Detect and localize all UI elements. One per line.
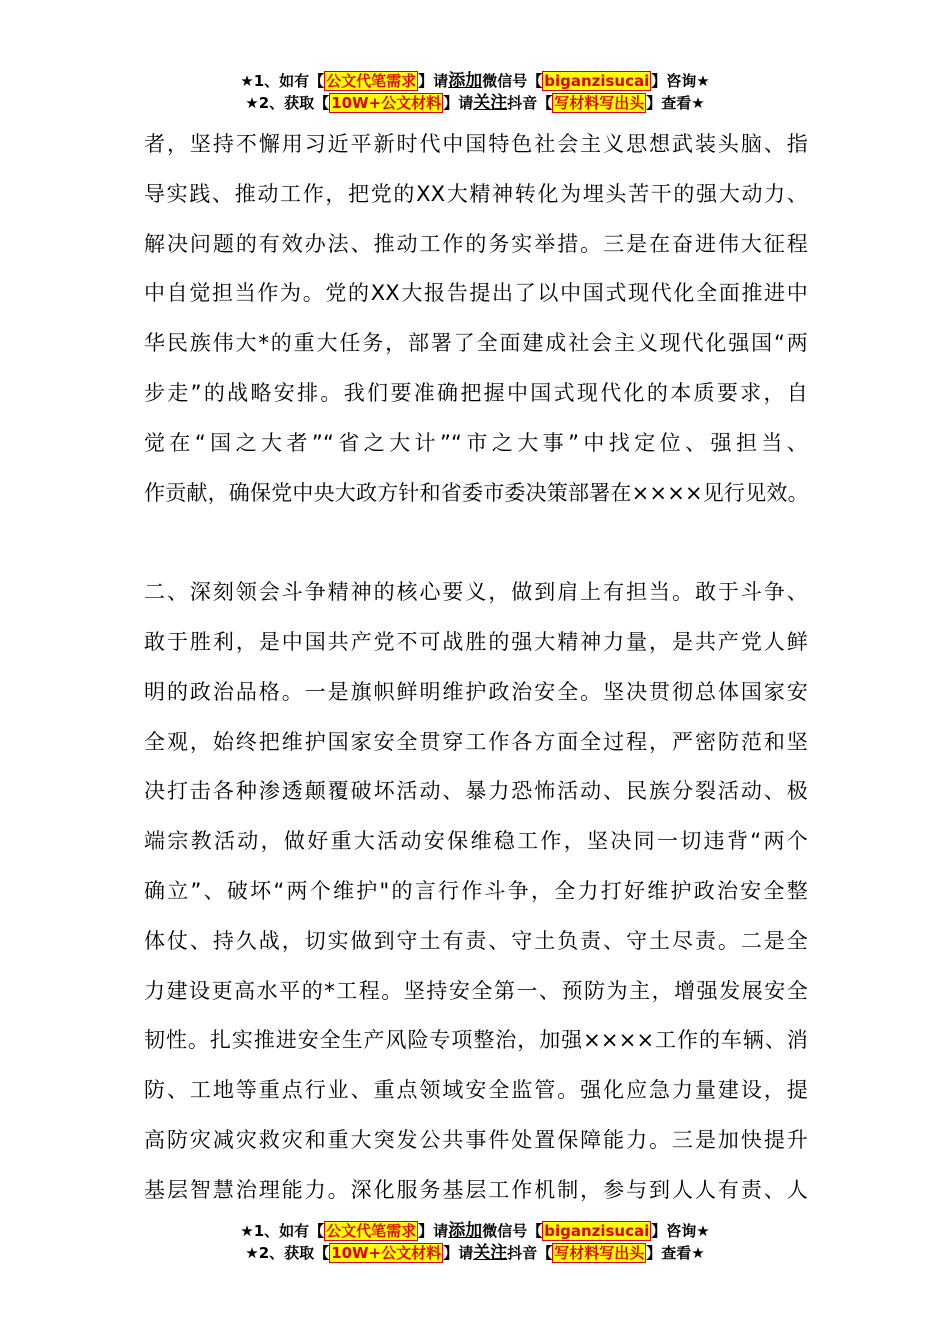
- body-line: 全观，始终把维护国家安全贯穿工作各方面全过程，严密防范和坚: [144, 729, 808, 754]
- body-line: 中自觉担当作为。党的XX大报告提出了以中国式现代化全面推进中: [144, 281, 808, 306]
- highlight-ghostwriting: 公文代笔需求: [326, 72, 417, 90]
- highlight-douyin: 写材料写出头: [554, 1244, 645, 1262]
- body-line: 高防灾减灾救灾和重大突发公共事件处置保障能力。三是加快提升: [144, 1127, 808, 1152]
- body-line: 韧性。扎实推进安全生产风险专项整治，加强××××工作的车辆、消: [144, 1028, 808, 1053]
- highlight-ghostwriting: 公文代笔需求: [326, 1222, 417, 1240]
- highlight-wechat-id: biganzisucai: [544, 1222, 650, 1240]
- body-line: 敢于胜利，是中国共产党不可战胜的强大精神力量，是共产党人鲜: [144, 629, 808, 654]
- body-line: 基层智慧治理能力。深化服务基层工作机制，参与到人人有责、人: [144, 1177, 808, 1202]
- section-heading-line: 二、深刻领会斗争精神的核心要义，做到肩上有担当。敢于斗争、: [144, 580, 808, 605]
- body-line: 解决问题的有效办法、推动工作的务实举措。三是在奋进伟大征程: [144, 231, 808, 256]
- body-line: 端宗教活动，做好重大活动安保维稳工作，坚决同一切违背“两个: [144, 829, 808, 854]
- body-line: 决打击各种渗透颠覆破坏活动、暴力恐怖活动、民族分裂活动、极: [144, 779, 808, 804]
- highlight-douyin: 写材料写出头: [554, 94, 645, 112]
- highlight-wechat-id: biganzisucai: [544, 72, 650, 90]
- body-line: 步走”的战略安排。我们要准确把握中国式现代化的本质要求，自: [144, 380, 808, 405]
- footer-promo-banner: [0, 1220, 950, 1264]
- body-line: 作贡献，确保党中央大政方针和省委市委决策部署在××××见行见效。: [144, 480, 809, 505]
- promo-line-1: ★1、如有【 公文代笔需求 】请添加微信号【 biganzisucai 】咨询★: [240, 1221, 710, 1241]
- highlight-materials: 10W+公文材料: [331, 94, 442, 112]
- document-body: [144, 120, 808, 1216]
- paragraph-gap: [144, 518, 808, 568]
- body-line: 力建设更高水平的*工程。坚持安全第一、预防为主，增强发展安全: [144, 978, 808, 1003]
- body-line: 体仗、持久战，切实做到守土有责、守土负责、守土尽责。二是全: [144, 928, 808, 953]
- body-line: 华民族伟大*的重大任务，部署了全面建成社会主义现代化强国“两: [144, 331, 808, 356]
- body-line: 觉在“国之大者”“省之大计”“市之大事”中找定位、强担当、: [144, 430, 808, 455]
- body-line: 者，坚持不懈用习近平新时代中国特色社会主义思想武装头脑、指: [144, 132, 808, 156]
- header-promo-banner: [0, 70, 950, 114]
- body-line: 防、工地等重点行业、重点领域安全监管。强化应急力量建设，提: [144, 1078, 808, 1103]
- body-line: 确立”、破坏“两个维护"的言行作斗争，全力打好维护政治安全整: [144, 878, 808, 903]
- body-line: 导实践、推动工作，把党的XX大精神转化为埋头苦干的强大动力、: [144, 181, 808, 206]
- highlight-materials: 10W+公文材料: [331, 1244, 442, 1262]
- promo-line-2: ★2、获取【 10W+公文材料 】请关注抖音【 写材料写出头 】查看★: [245, 93, 705, 113]
- body-line: 明的政治品格。一是旗帜鲜明维护政治安全。坚决贯彻总体国家安: [144, 679, 808, 704]
- promo-line-2: ★2、获取【 10W+公文材料 】请关注抖音【 写材料写出头 】查看★: [245, 1243, 705, 1263]
- promo-line-1: ★1、如有【 公文代笔需求 】请添加微信号【 biganzisucai 】咨询★: [240, 71, 710, 91]
